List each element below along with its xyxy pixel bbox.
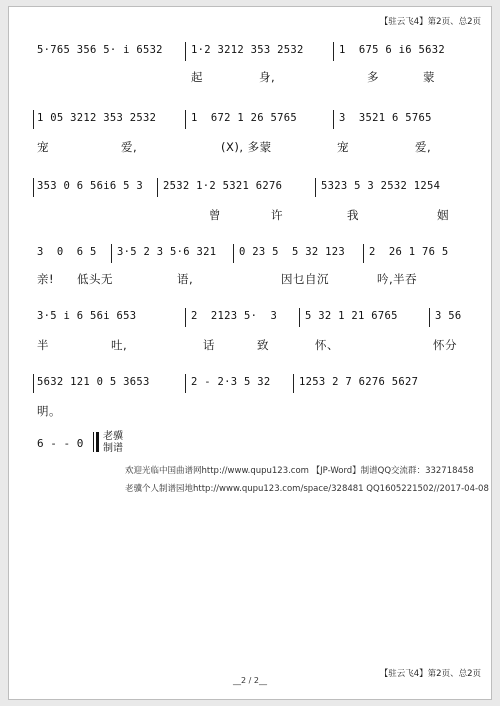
bar-line — [185, 42, 186, 61]
lyric-syllable: 许 — [271, 208, 283, 222]
measure-notes: 1 05 3212 353 2532 — [37, 112, 157, 124]
lyric-syllable: 多 — [367, 70, 379, 84]
lyric-syllable: 吐, — [111, 338, 128, 352]
measure-notes: 3 0 6 5 — [37, 246, 97, 258]
staff-line-1 — [37, 41, 477, 63]
measure-notes: 0 23 5 5 32 123 — [239, 246, 345, 258]
bar-line — [363, 244, 364, 263]
lyric-syllable: 吟,半吞 — [377, 272, 418, 286]
lyric-syllable: 低头无 — [77, 272, 113, 286]
measure-notes: 5632 121 0 5 3653 — [37, 376, 150, 388]
measure-notes: 3·5 i 6 56i 653 — [37, 310, 137, 322]
lyric-syllable: 宠 — [37, 140, 49, 154]
measure-notes: 3·5 2 3 5·6 321 — [117, 246, 217, 258]
staff-line-6 — [37, 373, 477, 395]
final-barline — [93, 432, 99, 452]
bar-line — [293, 374, 294, 393]
footer-website-line: 欢迎光临中国曲谱网http://www.qupu123.com 【JP-Word】制谱QQ交流群：332718458 — [125, 466, 474, 476]
lyric-syllable: 身, — [259, 70, 276, 84]
lyric-syllable: 话 — [203, 338, 215, 352]
page-header-label: 【驻云飞4】第2页、总2页 — [379, 17, 481, 27]
bar-line — [429, 308, 430, 327]
lyric-syllable: 亲! — [37, 272, 55, 286]
measure-notes: 1 672 1 26 5765 — [191, 112, 297, 124]
measure-notes: 3 56 — [435, 310, 462, 322]
measure-notes: 2532 1·2 5321 6276 — [163, 180, 283, 192]
staff-line-2 — [37, 109, 477, 131]
bar-line — [299, 308, 300, 327]
lyric-syllable: 蒙 — [423, 70, 435, 84]
bar-line — [315, 178, 316, 197]
bar-line — [333, 42, 334, 61]
page-number: __2 / 2__ — [233, 676, 267, 685]
staff-line-3 — [37, 177, 477, 199]
lyric-syllable: 起 — [191, 70, 203, 84]
measure-notes: 5323 5 3 2532 1254 — [321, 180, 441, 192]
bar-line — [333, 110, 334, 129]
lyric-syllable: 怀分 — [433, 338, 457, 352]
measure-notes: 1 675 6 i6 5632 — [339, 44, 445, 56]
bar-line — [185, 110, 186, 129]
bar-line — [157, 178, 158, 197]
lyric-syllable: 明。 — [37, 404, 61, 418]
score-page — [8, 6, 492, 700]
lyric-syllable: (X), 多蒙 — [221, 140, 272, 154]
final-measure: 6 - - 0 — [37, 437, 84, 450]
arranger-role: 制谱 — [103, 443, 123, 454]
measure-notes: 2 26 1 76 5 — [369, 246, 449, 258]
bar-line — [185, 308, 186, 327]
lyric-syllable: 怀、 — [315, 338, 339, 352]
bar-line — [111, 244, 112, 263]
lyric-syllable: 语, — [177, 272, 194, 286]
footer-author-line: 老骥个人制谱园地http://www.qupu123.com/space/328481 QQ1605221502//2017-04-08 — [125, 484, 489, 494]
staff-line-4 — [37, 243, 477, 265]
bar-line — [33, 374, 34, 393]
measure-notes: 1253 2 7 6276 5627 — [299, 376, 419, 388]
measure-notes: 5·765 356 5· i 6532 — [37, 44, 163, 56]
measure-notes: 2 2123 5· 3 — [191, 310, 278, 322]
lyric-syllable: 半 — [37, 338, 49, 352]
bar-line — [233, 244, 234, 263]
measure-notes: 2 - 2·3 5 32 — [191, 376, 271, 388]
bar-line — [33, 110, 34, 129]
lyric-syllable: 宠 — [337, 140, 349, 154]
lyric-syllable: 爱, — [415, 140, 432, 154]
measure-notes: 3 3521 6 5765 — [339, 112, 432, 124]
bar-line — [33, 178, 34, 197]
arranger-credit — [103, 431, 123, 455]
arranger-name: 老骥 — [103, 431, 123, 442]
measure-notes: 5 32 1 21 6765 — [305, 310, 398, 322]
lyric-syllable: 姻 — [437, 208, 449, 222]
lyric-syllable: 爱, — [121, 140, 138, 154]
lyric-syllable: 曾 — [209, 208, 221, 222]
staff-line-5 — [37, 307, 477, 329]
page-footer-label: 【驻云飞4】第2页、总2页 — [379, 669, 481, 679]
lyric-syllable: 我 — [347, 208, 359, 222]
lyric-syllable: 致 — [257, 338, 269, 352]
lyric-syllable: 因乜自沉 — [281, 272, 329, 286]
measure-notes: 1·2 3212 353 2532 — [191, 44, 304, 56]
measure-notes: 353 0 6 56i6 5 3 — [37, 180, 143, 192]
bar-line — [185, 374, 186, 393]
